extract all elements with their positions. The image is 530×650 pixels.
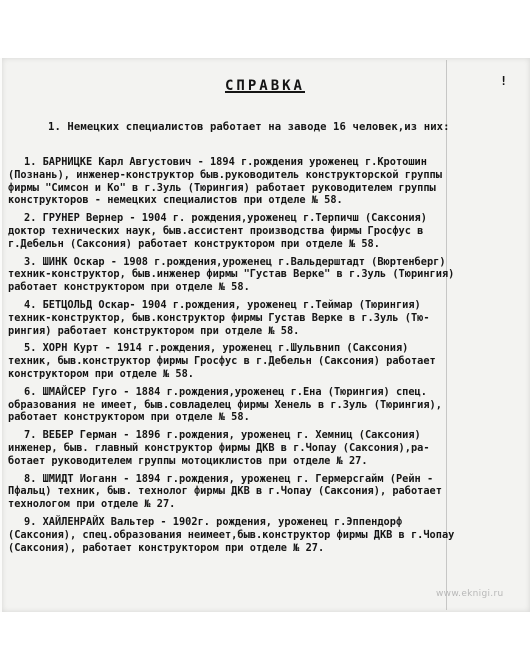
entry-line: рингия) работает конструктором при отделе № 58.: [8, 324, 300, 337]
entry-line: 9. ХАЙЛЕНРАЙХ Вальтер - 1902г. рождения, уроженец г.Эппендорф: [24, 515, 403, 528]
entry-line: техник-конструктор, быв.конструктор фирмы Густав Верке в г.Зуль (Тю-: [8, 311, 430, 324]
specialist-entry: [8, 212, 523, 250]
specialist-list: [8, 156, 523, 559]
entry-line: г.Дебельн (Саксония) работает конструктором при отделе № 58.: [8, 237, 380, 250]
entry-line: Пфальц) техник, быв. технолог фирмы ДКВ в г.Чопау (Саксония), работает: [8, 485, 442, 498]
entry-line: 5. ХОРН Курт - 1914 г.рождения, уроженец г.Шульвнип (Саксония): [24, 342, 409, 355]
specialist-entry: [8, 256, 523, 294]
entry-line: конструкторов - немецких специалистов при отделе № 58.: [8, 194, 343, 207]
entry-line: 6. ШМАЙСЕР Гуго - 1884 г.рождения,уроженец г.Ена (Тюрингия) спец.: [24, 385, 427, 398]
entry-line: фирмы "Симсон и Ко" в г.Зуль (Тюрингия) работает руководителем группы: [8, 181, 436, 194]
entry-line: работает конструктором при отделе № 58.: [8, 411, 250, 424]
entry-line: (Познань), инженер-конструктор быв.руководитель конструкторской группы: [8, 168, 442, 181]
entry-line: 7. ВЕБЕР Герман - 1896 г.рождения, уроженец г. Хемниц (Саксония): [24, 429, 421, 442]
entry-line: техник-конструктор, быв.инженер фирмы "Густав Верке" в г.Зуль (Тюрингия): [8, 268, 455, 281]
entry-line: доктор технических наук, быв.ассистент производства фирмы Гросфус в: [8, 224, 424, 237]
specialist-entry: [8, 386, 523, 424]
entry-line: 3. ШИНК Оскар - 1908 г.рождения,уроженец г.Вальдерштадт (Вюртенберг): [24, 255, 446, 268]
document-title: СПРАВКА: [224, 78, 305, 94]
entry-line: работает конструктором при отделе № 58.: [8, 281, 250, 294]
entry-line: 8. ШМИДТ Иоганн - 1894 г.рождения, уроженец г. Гермерсгайм (Рейн -: [24, 472, 434, 485]
specialist-entry: [8, 429, 523, 467]
specialist-entry: [8, 516, 523, 554]
entry-line: конструктором при отделе № 58.: [8, 367, 194, 380]
entry-line: инженер, быв. главный конструктор фирмы ДКВ в г.Чопау (Саксония),ра-: [8, 441, 430, 454]
entry-line: (Саксония), работает конструктором при отделе № 27.: [8, 541, 325, 554]
specialist-entry: [8, 156, 523, 207]
scan-margin-top: [0, 0, 530, 58]
entry-line: техник, быв.конструктор фирмы Гросфус в г.Дебельн (Саксония) работает: [8, 355, 436, 368]
scan-margin-bottom: [0, 612, 530, 650]
corner-mark: !: [500, 74, 508, 88]
entry-line: ботает руководителем группы мотоциклистов при отделе № 27.: [8, 454, 368, 467]
entry-line: технологом при отделе № 27.: [8, 498, 176, 511]
entry-line: (Саксония), спец.образования неимеет,быв.конструктор фирмы ДКВ в г.Чопау: [8, 528, 455, 541]
specialist-entry: [8, 342, 523, 380]
intro-paragraph: 1. Немецких специалистов работает на заводе 16 человек,из них:: [48, 121, 450, 133]
specialist-entry: [8, 299, 523, 337]
watermark: www.eknigi.ru: [436, 589, 504, 599]
entry-line: 2. ГРУНЕР Вернер - 1904 г. рождения,уроженец г.Терпичш (Саксония): [24, 212, 427, 225]
entry-line: 1. БАРНИЦКЕ Карл Августович - 1894 г.рождения уроженец г.Кротошин: [24, 156, 427, 168]
entry-line: 4. БЕТЦОЛЬД Оскар- 1904 г.рождения, уроженец г.Теймар (Тюрингия): [24, 298, 421, 311]
specialist-entry: [8, 473, 523, 511]
entry-line: образования не имеет, быв.совладелец фирмы Хенель в г.Зуль (Тюрингия),: [8, 398, 442, 411]
